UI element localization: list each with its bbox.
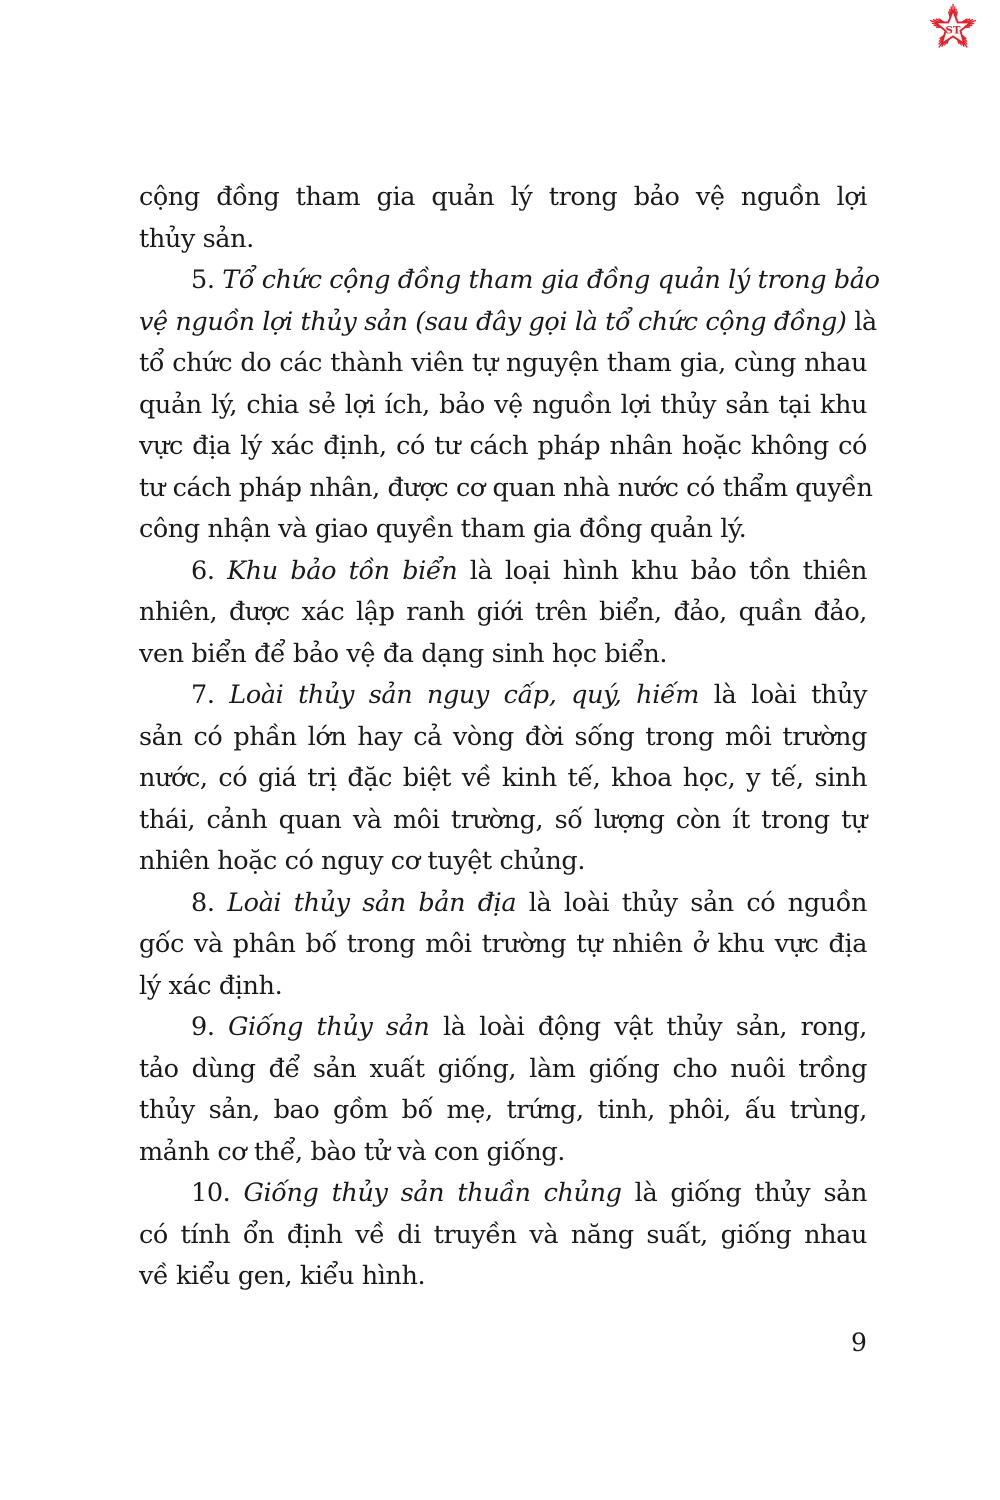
text-segment: tư cách pháp nhân, được cơ quan nhà nước có thẩm quyền — [139, 472, 873, 503]
defined-term: vệ nguồn lợi thủy sản (sau đây gọi là tổ chức cộng đồng) — [139, 306, 847, 337]
text-line — [139, 219, 867, 261]
text-line — [139, 841, 867, 883]
svg-text:ST: ST — [945, 24, 961, 37]
text-line — [139, 592, 867, 634]
defined-term: Loài thủy sản bản địa — [227, 887, 517, 918]
text-segment: là giống thủy sản — [621, 1178, 867, 1208]
text-line — [139, 385, 867, 427]
text-line — [139, 1215, 867, 1257]
text-segment: là loài động vật thủy sản, rong, — [429, 1012, 867, 1042]
text-segment: về kiểu gen, kiểu hình. — [139, 1261, 426, 1291]
text-segment: 10. — [191, 1178, 244, 1208]
text-segment: tảo dùng để sản xuất giống, làm giống cho nuôi trồng — [139, 1053, 867, 1084]
text-line — [139, 1007, 867, 1049]
text-line — [139, 260, 880, 302]
page-number: 9 — [851, 1328, 867, 1357]
defined-term: Loài thủy sản nguy cấp, quý, hiếm — [229, 680, 700, 710]
text-segment: gốc và phân bố trong môi trường tự nhiên ở khu vực địa — [139, 929, 867, 959]
text-segment: là loại hình khu bảo tồn thiên — [457, 555, 867, 586]
text-segment: thủy sản. — [139, 223, 254, 254]
text-line — [139, 883, 867, 925]
text-segment: có tính ổn định về di truyền và năng suất, giống nhau — [139, 1219, 867, 1250]
text-line — [139, 426, 867, 468]
defined-term: Tổ chức cộng đồng tham gia đồng quản lý trong bảo — [222, 265, 880, 295]
text-segment: ven biển để bảo vệ đa dạng sinh học biển. — [139, 638, 668, 669]
text-line — [139, 924, 867, 966]
text-segment: thái, cảnh quan và môi trường, số lượng còn ít trong tự — [139, 804, 867, 835]
text-line — [139, 302, 877, 344]
text-segment: tổ chức do các thành viên tự nguyện tham gia, cùng nhau — [139, 348, 867, 378]
text-segment: công nhận và giao quyền tham gia đồng quản lý. — [139, 514, 747, 544]
defined-term: Giống thủy sản — [228, 1012, 430, 1042]
text-segment: lý xác định. — [139, 970, 283, 1001]
text-segment: 6. — [191, 555, 228, 586]
text-segment: nhiên hoặc có nguy cơ tuyệt chủng. — [139, 846, 586, 876]
text-segment: nước, có giá trị đặc biệt về kinh tế, khoa học, y tế, sinh — [139, 763, 867, 793]
text-line — [139, 966, 867, 1008]
text-segment: nhiên, được xác lập ranh giới trên biển, đảo, quần đảo, — [139, 597, 867, 627]
text-segment: 8. — [191, 887, 228, 918]
text-segment: là loài thủy — [699, 680, 867, 710]
text-segment: sản có phần lớn hay cả vòng đời sống trong môi trường — [139, 721, 867, 752]
text-line — [139, 800, 867, 842]
text-line — [139, 717, 867, 759]
text-segment: 9. — [191, 1012, 229, 1042]
text-segment: 7. — [191, 680, 230, 710]
text-segment: cộng đồng tham gia quản lý trong bảo vệ nguồn lợi — [139, 182, 867, 212]
text-segment: mảnh cơ thể, bào tử và con giống. — [139, 1136, 566, 1167]
text-line — [139, 675, 867, 717]
text-segment: quản lý, chia sẻ lợi ích, bảo vệ nguồn lợi thủy sản tại khu — [139, 389, 867, 420]
text-line — [139, 509, 867, 551]
text-line — [139, 343, 867, 385]
text-segment: là — [846, 306, 877, 337]
text-line — [139, 758, 867, 800]
text-segment: 5. — [191, 265, 223, 295]
defined-term: Giống thủy sản thuần chủng — [243, 1178, 622, 1208]
text-line — [139, 1173, 867, 1215]
defined-term: Khu bảo tồn biển — [227, 555, 458, 586]
text-segment: thủy sản, bao gồm bố mẹ, trứng, tinh, phôi, ấu trùng, — [139, 1095, 867, 1125]
text-segment: vực địa lý xác định, có tư cách pháp nhân hoặc không có — [139, 431, 867, 461]
text-line — [139, 468, 873, 510]
red-star-logo-icon — [925, 2, 981, 54]
text-line — [139, 1132, 867, 1174]
text-line — [139, 1090, 867, 1132]
text-segment: là loài thủy sản có nguồn — [516, 887, 867, 918]
text-line — [139, 1256, 867, 1298]
text-line — [139, 551, 867, 593]
text-line — [139, 1049, 867, 1091]
text-line — [139, 634, 867, 676]
body-text — [139, 177, 880, 1298]
text-line — [139, 177, 867, 219]
